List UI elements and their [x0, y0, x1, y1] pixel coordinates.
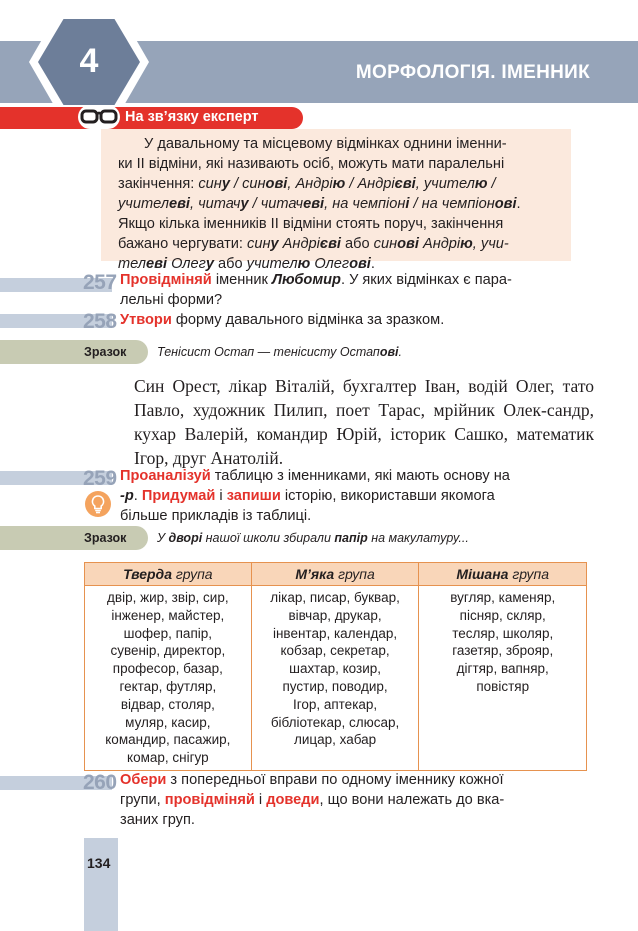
table-word-line: газетяр, зброяр,	[452, 643, 554, 659]
text-run: У давальному та місцевому відмінках однини іменни-	[144, 136, 507, 152]
table-word-line: вугляр, каменяр,	[450, 590, 556, 605]
lightbulb-icon	[85, 491, 111, 517]
word-list: Син Орест, лікар Віталій, бухгалтер Іван, водій Олег, тато Павло, художник Пилип, поет Тарас, мрійник Олек-сандр, кухар Валерій, командир Юрій, історик Сашко, математик Ігор, друг Анатолій.	[134, 376, 594, 468]
text-run: доведи	[266, 792, 320, 808]
text-run: ові	[494, 196, 517, 212]
table-word-line: шофер, папір,	[123, 625, 213, 641]
table-word-line: вівчар, друкар,	[288, 607, 382, 623]
text-run: нашої школи збирали	[202, 531, 335, 545]
expert-title: На зв’язку експерт	[125, 109, 259, 125]
text-run: .	[398, 345, 402, 359]
text-run: або	[213, 256, 247, 272]
table-word-line: відвар, столяр,	[120, 696, 215, 712]
text-run: Придумай	[141, 488, 216, 504]
text-run: дворі	[168, 531, 203, 545]
chapter-number: 4	[79, 42, 99, 80]
text-run: / на чемпіон	[409, 196, 495, 212]
exercise-258-text	[120, 310, 560, 330]
sample-label: Зразок	[84, 345, 127, 359]
table-word-line: лицар, хабар	[293, 732, 377, 748]
text-run: Тенісист Остап — тенісисту Остап	[157, 345, 380, 359]
text-run: Якщо кілька іменників ІІ відміни стоять поруч, закінчення	[118, 216, 504, 232]
text-run: іменник	[211, 272, 272, 288]
table-word-line: професор, базар,	[112, 661, 223, 677]
table-word-line: інженер, майстер,	[111, 607, 225, 623]
text-line	[118, 214, 555, 234]
text-run: провідміняй	[164, 792, 255, 808]
text-line	[118, 194, 555, 214]
text-run: ю	[297, 256, 311, 272]
table-word-line: інвентар, календар,	[272, 625, 398, 641]
text-run: або	[340, 236, 374, 252]
text-run: , на чемпіон	[324, 196, 406, 212]
text-run: запиши	[226, 488, 281, 504]
text-run: ові	[349, 256, 371, 272]
text-run: у	[270, 236, 279, 252]
text-run: група	[508, 566, 550, 582]
table-word-line: Ігор, аптекар,	[292, 696, 378, 712]
text-run: Мішана	[456, 566, 509, 582]
text-run: форму давального відмінка за зразком.	[171, 312, 445, 328]
text-run: папір	[334, 531, 368, 545]
text-run: група	[171, 566, 213, 582]
text-run: бажано чергувати:	[118, 236, 248, 252]
text-run: .	[370, 256, 375, 272]
table-word-line: гектар, футляр,	[119, 678, 217, 694]
table-word-line: командир, пасажир,	[105, 732, 231, 748]
text-run: Утвори	[120, 312, 172, 328]
text-line	[120, 290, 560, 310]
text-run: син	[373, 236, 398, 252]
text-line	[120, 270, 560, 290]
text-run: , читач	[190, 196, 241, 212]
table-word-line: двір, жир, звір, сир,	[107, 590, 229, 605]
text-run: учител	[246, 256, 298, 272]
text-run: еві	[146, 256, 168, 272]
text-run: заних груп.	[120, 812, 195, 828]
text-run: з попередньої вправи по одному іменнику кожної	[166, 772, 504, 788]
text-run: , що вони належать до вка-	[319, 792, 505, 808]
text-run: / Андрі	[345, 176, 395, 192]
table-word-line: повістяр	[476, 678, 530, 694]
text-run: Олег	[310, 256, 350, 272]
table-word-line: пустир, поводир,	[282, 678, 388, 694]
noun-groups-table	[84, 562, 587, 771]
text-run: Обери	[120, 772, 167, 788]
table-cell-soft	[251, 586, 419, 771]
text-run: групи,	[120, 792, 165, 808]
text-run: . У яких відмінках є пара-	[340, 272, 512, 288]
text-run: Андрі	[278, 236, 320, 252]
glasses-icon	[78, 104, 120, 130]
text-run: М’яка	[295, 566, 335, 582]
text-run: / син	[229, 176, 266, 192]
text-run: Проаналізуй	[120, 468, 211, 484]
text-run: тел	[118, 256, 147, 272]
table-word-line: комар, снігур	[127, 750, 209, 766]
exercise-number-257: 257	[83, 271, 117, 294]
table-cell-mixed	[419, 586, 587, 771]
text-run: учител	[118, 196, 169, 212]
text-run: еві	[169, 196, 190, 212]
text-run: Олег	[167, 256, 206, 272]
exercise-257-text	[120, 270, 560, 310]
text-run: син	[198, 176, 222, 192]
text-run: Любомир	[271, 272, 341, 288]
text-run: ю	[474, 176, 488, 192]
text-line	[120, 310, 560, 330]
table-word-line: бібліотекар, слюсар,	[270, 714, 400, 730]
text-run: Тверда	[123, 566, 172, 582]
text-run: ові	[265, 176, 288, 192]
text-run: у	[221, 176, 230, 192]
text-run: .	[133, 488, 142, 504]
sample-text	[157, 531, 469, 545]
chapter-title: МОРФОЛОГІЯ. ІМЕННИК	[355, 62, 590, 83]
page-margin-strip	[84, 838, 118, 931]
text-run: лельні форми?	[120, 292, 223, 308]
text-run: у	[240, 196, 249, 212]
text-line	[120, 486, 560, 506]
table-word-line: муляр, касир,	[125, 714, 211, 730]
text-line	[118, 134, 555, 154]
text-run: /	[487, 176, 496, 192]
text-run: і	[254, 792, 267, 808]
text-run: і	[405, 196, 410, 212]
text-run: ові	[397, 236, 419, 252]
text-line	[120, 790, 560, 810]
table-header-hard	[85, 563, 252, 586]
exercise-number-259: 259	[83, 467, 117, 490]
text-run: ки ІІ відміни, які називають осіб, можуть мати паралельні	[118, 156, 505, 172]
text-run: ю	[332, 176, 346, 192]
text-run: група	[334, 566, 375, 582]
text-run: / читач	[248, 196, 304, 212]
table-word-line: кобзар, секретар,	[280, 643, 390, 659]
exercise-259-text	[120, 466, 560, 526]
table-cell-hard	[85, 586, 252, 771]
exercise-260-text	[120, 770, 560, 830]
text-run: Провідміняй	[120, 272, 212, 288]
table-word-line: пісняр, скляр,	[459, 607, 546, 623]
text-run: ю	[460, 236, 473, 252]
text-run: Андрі	[418, 236, 461, 252]
table-header-soft	[251, 563, 419, 586]
text-run: єві	[319, 236, 341, 252]
sample-text	[157, 345, 402, 359]
text-run: еві	[303, 196, 325, 212]
text-line	[120, 466, 560, 486]
text-run: , Андрі	[287, 176, 333, 192]
text-run: на макулатуру...	[367, 531, 469, 545]
text-run: ові	[379, 345, 399, 359]
text-run: , учител	[415, 176, 475, 192]
text-line	[118, 234, 555, 254]
table-word-line: дігтяр, вапняр,	[456, 661, 549, 677]
text-run: , учи-	[472, 236, 509, 252]
text-line	[120, 506, 560, 526]
table-word-line: шахтар, козир,	[289, 661, 381, 677]
text-run: .	[516, 196, 521, 212]
text-run: син	[247, 236, 271, 252]
expert-text	[118, 134, 555, 274]
text-run: закінчення:	[118, 176, 199, 192]
table-header-mixed	[419, 563, 587, 586]
text-line	[118, 174, 555, 194]
page-number: 134	[87, 855, 111, 871]
text-run: таблицю з іменниками, які мають основу на	[210, 468, 510, 484]
text-line	[120, 770, 560, 790]
table-word-line: тесляр, школяр,	[452, 625, 554, 641]
table-word-line: лікар, писар, буквар,	[270, 590, 400, 605]
sample-label: Зразок	[84, 531, 127, 545]
text-line	[120, 810, 560, 830]
text-run: у	[205, 256, 214, 272]
text-line	[118, 154, 555, 174]
text-run: історію, використавши якомога	[280, 488, 495, 504]
text-run: У	[157, 531, 169, 545]
text-run: єві	[394, 176, 416, 192]
exercise-number-258: 258	[83, 310, 117, 333]
text-run: і	[215, 488, 227, 504]
table-word-line: сувенір, директор,	[110, 643, 226, 659]
text-run: більше прикладів із таблиці.	[120, 508, 312, 524]
text-run: -р	[120, 488, 134, 504]
exercise-number-260: 260	[83, 771, 117, 794]
